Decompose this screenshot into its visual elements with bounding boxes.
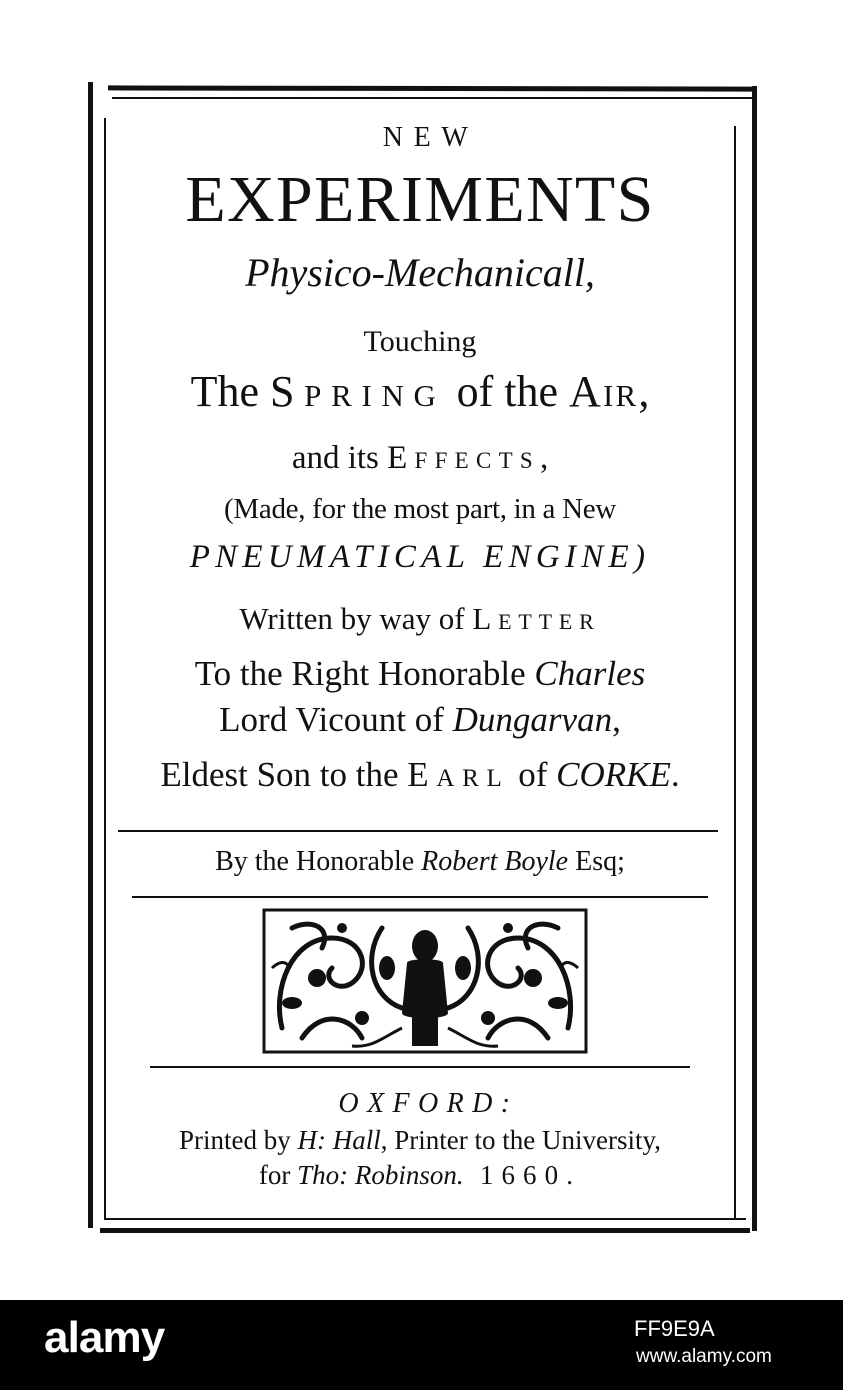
air-word: Air <box>569 367 639 416</box>
spring-text-mid: of the <box>445 367 569 416</box>
imprint-for-line <box>106 1162 734 1189</box>
site-url: www.alamy.com <box>636 1346 772 1367</box>
place-dungarvan: Dungarvan <box>452 700 613 739</box>
title-line-physico-mechanicall: Physico-Mechanicall, <box>245 250 595 295</box>
divider-rule-upper <box>118 830 718 832</box>
border-rule-bottom-inner <box>104 1218 746 1220</box>
border-rule-left <box>88 82 93 1228</box>
title-line-made: (Made, for the most part, in a New <box>224 493 616 525</box>
title-line-touching: Touching <box>363 325 477 358</box>
lord-text-post: , <box>612 700 621 739</box>
eldest-text-pre: Eldest Son to the <box>160 755 408 794</box>
corke-word: CORKE <box>556 755 671 794</box>
author-text-post: Esq; <box>568 846 625 877</box>
border-rule-right <box>752 86 757 1231</box>
name-charles: Charles <box>534 654 646 693</box>
border-rule-right-inner <box>734 126 736 1218</box>
lord-text-pre: Lord Vicount of <box>219 700 453 739</box>
written-text-pre: Written by way of <box>239 601 473 636</box>
effects-text-post: , <box>539 440 549 476</box>
image-id: FF9E9A <box>634 1316 715 1341</box>
letter-word: Letter <box>472 601 601 636</box>
title-line-experiments: EXPERIMENTS <box>185 163 655 236</box>
author-text-pre: By the Honorable <box>215 846 422 877</box>
eldest-text-mid: of <box>509 755 557 794</box>
imprint-place: OXFORD: <box>338 1088 519 1119</box>
spring-text-pre: The <box>190 367 271 416</box>
printer-name: H: Hall <box>297 1125 381 1155</box>
border-rule-top-inner <box>112 97 752 99</box>
imprint-year: 1660. <box>479 1160 582 1190</box>
border-rule-top <box>108 85 756 91</box>
divider-rule-lower <box>150 1066 690 1068</box>
imprint-printed-by <box>106 1127 734 1154</box>
printed-text-pre: Printed by <box>179 1125 298 1155</box>
effects-word: Effects <box>387 440 540 476</box>
alamy-logo: alamy <box>44 1313 165 1362</box>
title-line-spring <box>106 367 734 416</box>
spring-word: Spring <box>270 367 446 416</box>
title-line-lord-vicount <box>106 702 734 737</box>
title-line-effects <box>106 442 734 475</box>
title-line-pneumatical-engine: PNEUMATICAL ENGINE) <box>189 539 651 575</box>
earl-word: Earl <box>407 755 510 794</box>
divider-rule-middle <box>132 896 708 898</box>
right-honorable-text: To the Right Honorable <box>194 654 535 693</box>
author-name: Robert Boyle <box>421 846 569 877</box>
border-rule-bottom <box>100 1228 750 1233</box>
bookseller-name: Tho: Robinson. <box>297 1160 464 1190</box>
for-text-pre: for <box>258 1160 298 1190</box>
title-line-new: NEW <box>382 122 479 153</box>
effects-text-pre: and its <box>291 440 388 476</box>
title-line-eldest-son <box>106 757 734 792</box>
author-line <box>106 848 734 876</box>
eldest-text-post: . <box>670 755 680 794</box>
title-line-right-honorable <box>106 656 734 691</box>
title-line-written <box>106 603 734 634</box>
printed-text-post: , Printer to the University, <box>380 1125 661 1155</box>
woodcut-ornament-icon <box>262 908 588 1054</box>
spring-text-post: , <box>638 367 650 416</box>
